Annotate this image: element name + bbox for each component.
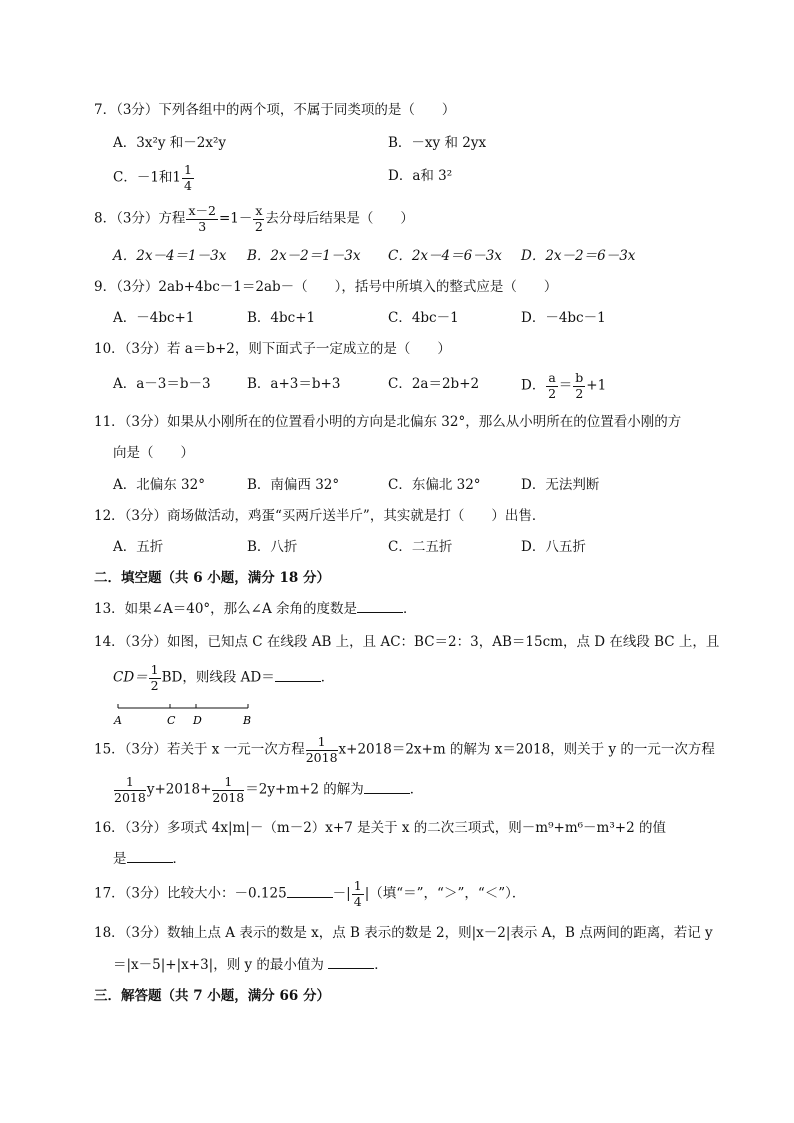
line-segment-figure [112, 700, 262, 730]
q8-mid: =1－ [218, 210, 253, 227]
q12-option-c: C．二五折 [388, 539, 453, 555]
q8-prefix: 8．（3分）方程 [94, 210, 186, 227]
answer-blank[interactable] [357, 611, 403, 613]
fraction-denominator: 2 [548, 385, 557, 401]
q11-stem-line1: 11．（3分）如果从小刚所在的位置看小明的方向是北偏东 32°，那么从小明所在的位置看小刚的方 [94, 414, 682, 430]
fraction-denominator: 2018 [212, 789, 245, 805]
q10-option-d-fraction-1 [546, 372, 557, 400]
answer-blank[interactable] [127, 861, 173, 863]
q10-option-d-prefix: D． [521, 377, 546, 394]
section-heading-solutions: 三．解答题（共 7 小题，满分 66 分） [94, 988, 330, 1004]
q8-option-a: A．2x－4＝1－3x [113, 248, 227, 264]
q17-suffix: |（填“＝”，“＞”，“＜”）． [364, 885, 526, 902]
q13-prefix: 13．如果∠A＝40°，那么∠A 余角的度数是 [94, 601, 358, 617]
q16-line2 [113, 853, 186, 867]
q15-l1-suffix: x+2018＝2x+m 的解为 x＝2018，则关于 y 的一元一次方程 [338, 741, 715, 758]
q11-option-a: A．北偏东 32° [113, 477, 205, 493]
q11-option-c: C．东偏北 32° [388, 477, 481, 493]
q10-option-d-suffix: +1 [586, 377, 607, 394]
fraction-denominator: 2 [575, 385, 584, 401]
q10-option-a: A．a－3＝b－3 [113, 376, 211, 392]
point-label-b: B [243, 714, 252, 727]
q16-l2-prefix: 是 [113, 851, 127, 867]
answer-blank[interactable] [328, 967, 374, 969]
q10-option-c: C．2a＝2b+2 [388, 376, 480, 392]
q7-stem: 7．（3分）下列各组中的两个项，不属于同类项的是（ ） [94, 102, 456, 118]
q15-l2-end: ． [409, 781, 424, 798]
q16-l2-suffix: ． [172, 851, 186, 867]
q12-option-a: A．五折 [113, 539, 164, 555]
q14-fraction [149, 664, 161, 692]
q9-stem: 9．（3分）2ab+4bc－1＝2ab－（ ），括号中所填入的整式应是（ ） [94, 279, 558, 295]
q17-mid: －| [332, 885, 351, 902]
q15-line1 [94, 736, 715, 764]
q8-fraction-1 [186, 205, 218, 233]
q11-option-b: B．南偏西 32° [247, 477, 340, 493]
fraction-numerator: 1 [353, 878, 362, 893]
fraction-denominator: 3 [198, 218, 207, 234]
q11-stem-line2: 向是（ ） [113, 445, 194, 461]
q9-option-c: C．4bc－1 [388, 310, 459, 326]
q10-option-d [521, 372, 606, 400]
q12-stem: 12．（3分）商场做活动，鸡蛋“买两斤送半斤”，其实就是打（ ）出售． [94, 508, 546, 524]
q15-l1-prefix: 15．（3分）若关于 x 一元一次方程 [94, 741, 305, 758]
point-label-c: C [167, 714, 176, 727]
point-label-d: D [193, 714, 202, 727]
q8-stem [94, 205, 414, 233]
q13-stem [94, 603, 417, 617]
fraction-numerator: 1 [114, 776, 146, 791]
q14-l2-mid: BD，则线段 AD＝ [161, 669, 275, 686]
q8-option-c: C．2x－4＝6－3x [388, 248, 502, 264]
q9-option-a: A．－4bc+1 [113, 310, 195, 326]
q10-stem: 10．（3分）若 a＝b+2，则下面式子一定成立的是（ ） [94, 341, 451, 357]
q15-line2 [113, 776, 423, 804]
q11-option-d: D．无法判断 [521, 477, 600, 493]
q15-fraction-3 [212, 776, 244, 804]
q8-option-d: D．2x－2＝6－3x [521, 248, 636, 264]
q9-option-d: D．－4bc－1 [521, 310, 606, 326]
fraction-denominator: 4 [184, 177, 192, 193]
q7-option-b: B．－xy 和 2yx [388, 135, 487, 151]
q14-line1: 14．（3分）如图，已知点 C 在线段 AB 上，且 AC：BC＝2：3，AB＝15cm，点 D 在线段 BC 上，且 [94, 634, 720, 650]
q7-option-c-fraction [182, 164, 194, 192]
fraction-numerator: x－2 [188, 203, 216, 218]
q13-suffix: ． [403, 601, 417, 617]
q17-prefix: 17．（3分）比较大小：－0.125 [94, 885, 287, 902]
answer-blank[interactable] [275, 680, 321, 682]
answer-blank[interactable] [287, 896, 333, 898]
section-heading-fill-in: 二．填空题（共 6 小题，满分 18 分） [94, 570, 330, 586]
q12-option-d: D．八五折 [521, 539, 586, 555]
q7-option-c-prefix: C．－1和 [113, 169, 173, 186]
fraction-numerator: 1 [150, 662, 159, 677]
point-label-a: A [114, 714, 122, 727]
q7-option-a: A．3x²y 和－2x²y [113, 135, 227, 151]
q15-fraction-2 [114, 776, 146, 804]
q7-option-c [113, 164, 195, 192]
q10-option-d-fraction-2 [573, 372, 585, 400]
q8-fraction-2 [253, 205, 264, 233]
q15-fraction-1 [306, 736, 338, 764]
fraction-numerator: 1 [212, 776, 244, 791]
q8-suffix: 去分母后结果是（ ） [265, 210, 414, 227]
fraction-denominator: 4 [353, 893, 362, 909]
q15-l2-suffix: ＝2y+m+2 的解为 [245, 781, 364, 798]
q8-option-b: B．2x－2＝1－3x [247, 248, 361, 264]
fraction-numerator: a [548, 370, 556, 385]
q15-l2-mid: y+2018+ [146, 781, 212, 798]
q10-option-d-eq: ＝ [558, 377, 573, 394]
answer-blank[interactable] [364, 792, 410, 794]
q7-option-c-whole: 1 [172, 169, 182, 186]
q10-option-b: B．a+3＝b+3 [247, 376, 341, 392]
q18-line1: 18．（3分）数轴上点 A 表示的数是 x，点 B 表示的数是 2，则|x－2|表示 A，B 点两间的距离，若记 y [94, 925, 713, 941]
q9-option-b: B．4bc+1 [247, 310, 316, 326]
q18-line2 [113, 959, 388, 973]
q17-stem [94, 880, 525, 908]
q14-l2-prefix: CD＝ [113, 669, 148, 686]
fraction-denominator: 2 [150, 677, 159, 693]
q18-l2-prefix: ＝|x－5|+|x+3|，则 y 的最小值为 [113, 957, 324, 973]
fraction-denominator: 2018 [305, 749, 338, 765]
q12-option-b: B．八折 [247, 539, 298, 555]
fraction-numerator: b [575, 370, 584, 385]
fraction-numerator: 1 [306, 736, 338, 751]
fraction-denominator: 2 [254, 218, 263, 234]
q14-l2-suffix: ． [320, 669, 335, 686]
fraction-numerator: x [255, 203, 263, 218]
q7-option-d: D．a和 3² [388, 168, 453, 184]
q16-line1: 16．（3分）多项式 4x|m|－（m－2）x+7 是关于 x 的二次三项式，则－m⁹+m⁶－m³+2 的值 [94, 820, 666, 836]
fraction-numerator: 1 [184, 162, 192, 177]
q14-line2 [113, 664, 334, 692]
q18-l2-suffix: ． [374, 957, 388, 973]
q17-fraction [352, 880, 364, 908]
fraction-denominator: 2018 [114, 789, 146, 805]
